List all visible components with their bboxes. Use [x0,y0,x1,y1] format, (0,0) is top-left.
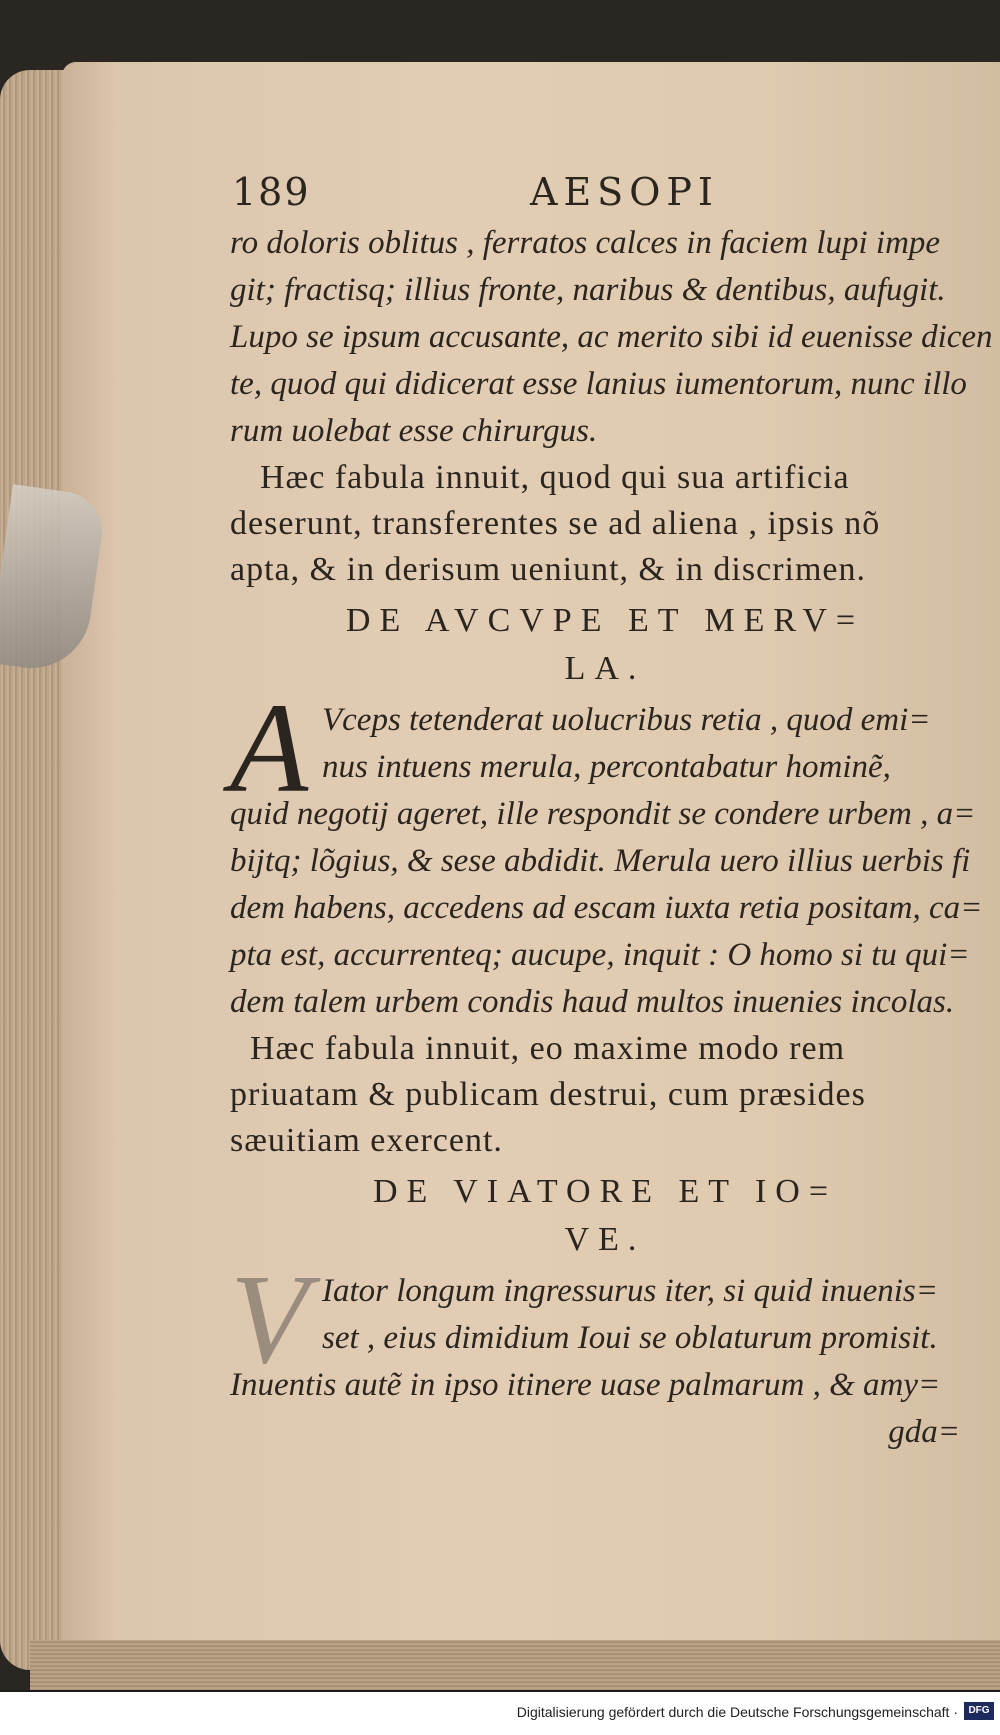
text-line: Lupo se ipsum accusante, ac merito sibi id euenisse dicen [230,319,993,355]
text-line: dem talem urbem condis haud multos inuenies incolas. [230,984,955,1020]
text-line: bijtq; lõgius, & sese abdidit. Merula uero illius uerbis fi [230,843,971,879]
title-line: VE. [564,1221,646,1258]
text-line: te, quod qui didicerat esse lanius iumentorum, nunc illo [230,366,967,402]
text-line: Iator longum ingressurus iter, si quid inuenis= [322,1273,938,1309]
text-line: deserunt, transferentes se ad aliena , ipsis nõ [230,505,881,542]
fable-body [230,1248,980,1456]
digitization-footer [0,1692,1000,1735]
fable-body [230,677,983,1026]
funding-credit: Digitalisierung gefördert durch die Deutsche Forschungsgemeinschaft · [516,1704,958,1720]
text-line: set , eius dimidium Ioui se oblaturum promisit. [322,1320,938,1356]
text-line: ro doloris oblitus , ferratos calces in faciem lupi impe [230,225,941,261]
text-line: rum uolebat esse chirurgus. [230,413,598,449]
text-line: Hæc fabula innuit, quod qui sua artificia [260,459,850,496]
text-line: apta, & in derisum ueniunt, & in discrimen. [230,551,867,588]
page-number: 189 [232,170,311,214]
catchword: gda= [888,1414,960,1450]
fable-title [230,597,980,693]
text-line: quid negotij ageret, ille respondit se condere urbem , a= [230,796,976,832]
text-line: nus intuens merula, percontabatur hominẽ, [322,749,891,785]
text-line: Vceps tetenderat uolucribus retia , quod emi= [322,702,931,738]
text-line: Inuentis autẽ in ipso itinere uase palmarum , & amy= [230,1367,941,1403]
text-line: dem habens, accedens ad escam iuxta retia positam, ca= [230,890,983,926]
drop-cap-initial: V [230,1248,309,1390]
fable-title [230,1168,980,1264]
continued-fable-text [230,220,993,455]
text-line: priuatam & publicam destrui, cum præsides [230,1076,866,1113]
page-text-block [230,170,993,1456]
bottom-page-edge [30,1640,1000,1690]
moral-paragraph [230,1026,980,1164]
text-line: pta est, accurrenteq; aucupe, inquit : O homo si tu qui= [230,937,970,973]
running-head: AESOPI [530,170,719,214]
page-header [230,170,980,220]
title-line: LA. [564,650,646,687]
dfg-logo: DFG [964,1702,994,1720]
moral-paragraph [230,455,980,593]
drop-cap-initial: A [230,677,309,819]
title-line: DE VIATORE ET IO= [373,1173,837,1210]
text-line: Hæc fabula innuit, eo maxime modo rem [250,1030,846,1067]
page-block-edge [0,70,64,1670]
text-line: sæuitiam exercent. [230,1122,503,1159]
title-line: DE AVCVPE ET MERV= [345,602,865,639]
text-line: git; fractisq; illius fronte, naribus & dentibus, aufugit. [230,272,946,308]
